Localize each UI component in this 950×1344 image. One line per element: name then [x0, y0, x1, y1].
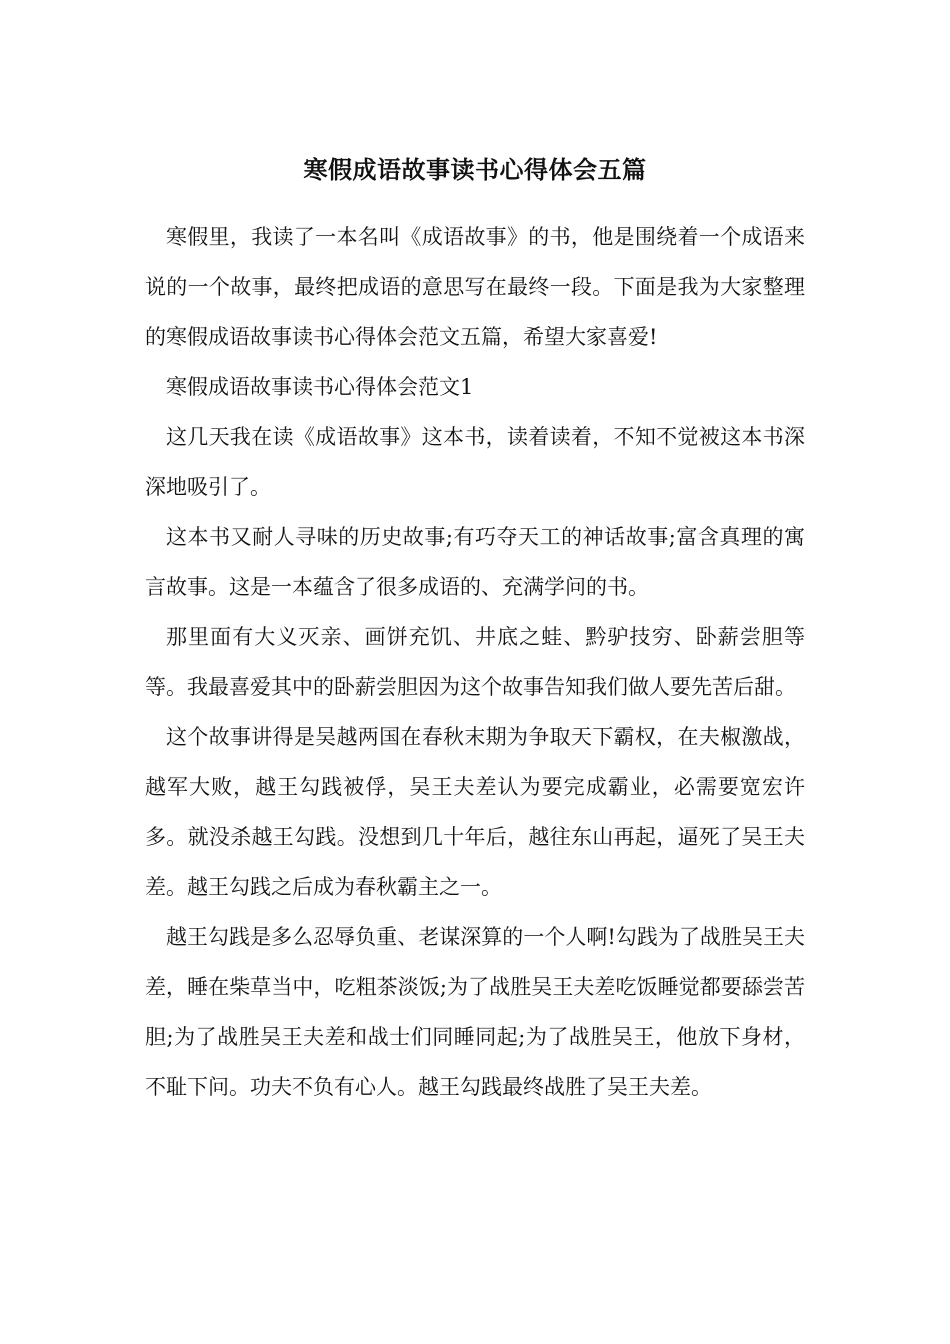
paragraph: 这个故事讲得是吴越两国在春秋末期为争取天下霸权，在夫椒激战，越军大败，越王勾践被俘，吴王夫差认为要完成霸业，必需要宽宏许多。就没杀越王勾践。没想到几十年后，越往东山再起，逼死了吴王夫差。越王勾践之后成为春秋霸主之一。 — [145, 725, 805, 899]
paragraph: 这本书又耐人寻味的历史故事;有巧夺天工的神话故事;富含真理的寓言故事。这是一本蕴含了很多成语的、充满学问的书。 — [145, 525, 805, 599]
paragraph: 这几天我在读《成语故事》这本书，读着读着，不知不觉被这本书深深地吸引了。 — [145, 425, 805, 499]
document-title: 寒假成语故事读书心得体会五篇 — [303, 155, 647, 184]
paragraph-intro: 寒假里，我读了一本名叫《成语故事》的书，他是围绕着一个成语来说的一个故事，最终把成语的意思写在最终一段。下面是我为大家整理的寒假成语故事读书心得体会范文五篇，希望大家喜爱! — [145, 225, 805, 349]
paragraph: 越王勾践是多么忍辱负重、老谋深算的一个人啊!勾践为了战胜吴王夫差，睡在柴草当中，吃粗茶淡饭;为了战胜吴王夫差吃饭睡觉都要舔尝苦胆;为了战胜吴王夫差和战士们同睡同起;为了战胜吴王，他放下身材，不耻下问。功夫不负有心人。越王勾践最终战胜了吴王夫差。 — [145, 925, 805, 1099]
paragraph: 那里面有大义灭亲、画饼充饥、井底之蛙、黔驴技穷、卧薪尝胆等等。我最喜爱其中的卧薪尝胆因为这个故事告知我们做人要先苦后甜。 — [145, 625, 805, 699]
section-heading: 寒假成语故事读书心得体会范文1 — [166, 375, 474, 399]
document-page — [145, 148, 805, 1112]
